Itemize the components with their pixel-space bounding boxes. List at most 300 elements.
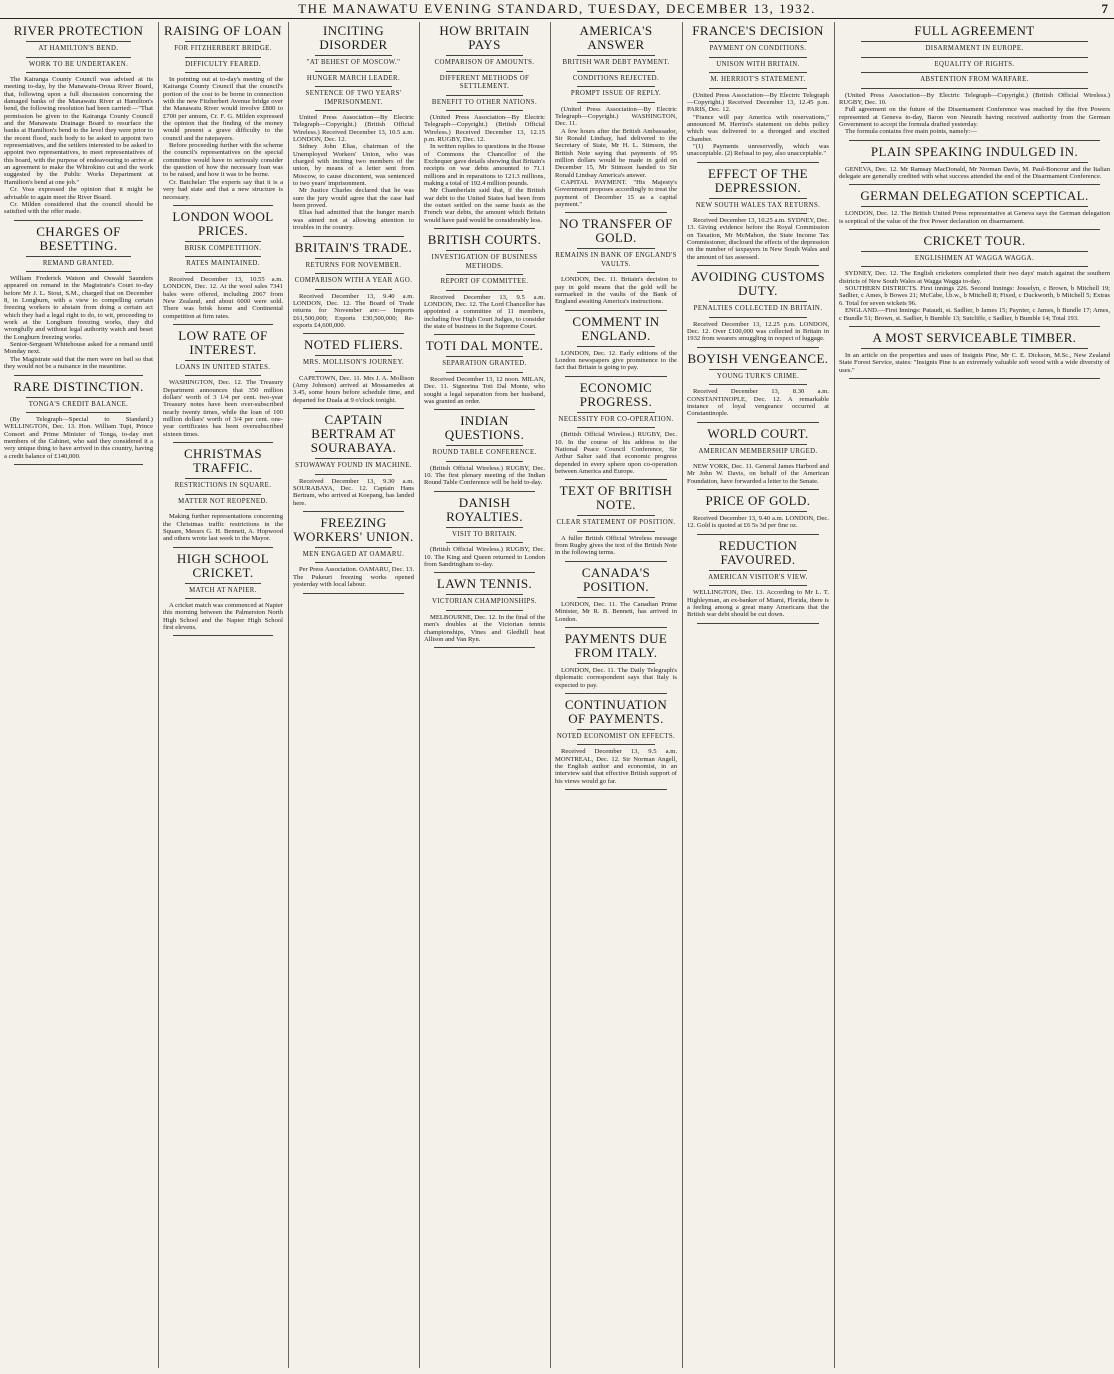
divider xyxy=(577,86,655,87)
divider xyxy=(315,86,392,87)
article xyxy=(839,189,1110,230)
article-end-rule xyxy=(697,489,819,490)
article-subheading: DIFFERENT METHODS OF SETTLEMENT. xyxy=(439,74,530,90)
article xyxy=(424,577,545,648)
article-paragraph: LONDON, Dec. 12. Early editions of the London newspapers give prominence to the fact that Britain is going to pay. xyxy=(555,349,677,372)
article-paragraph: In pointing out at to-day's meeting of the Kairanga County Council that the council's portion of the cost to be borne in connection with the new Fitzherbert Avenue bridge over the Manawatu River would involve £800 to £700 per annum, Cr. F. G. Milden expressed the opinion that the finding of the money would present a grave difficulty to the council and the ratepayers. xyxy=(163,76,283,142)
divider xyxy=(315,547,392,548)
article-subheading: DISARMAMENT IN EUROPE. xyxy=(925,45,1024,52)
divider xyxy=(185,272,261,273)
article-end-rule xyxy=(697,347,819,348)
article-subheading: ENGLISHMEN AT WAGGA WAGGA. xyxy=(914,254,1035,262)
article xyxy=(555,217,677,310)
divider xyxy=(185,509,261,510)
divider xyxy=(26,397,131,398)
article xyxy=(555,698,677,790)
article-end-rule xyxy=(434,572,535,573)
divider xyxy=(185,583,261,584)
article-end-rule xyxy=(565,789,667,790)
article-paragraph: Sidney John Elias, chairman of the Unemployed Workers' Union, who was charged with inciting two members of the union, by means of a letter sent from Moscow, to cause discontent, was sentenced to two years' imprisonment. xyxy=(293,143,414,188)
article-subheading: VISIT TO BRITAIN. xyxy=(452,530,517,538)
article-subheading: MATCH AT NAPIER. xyxy=(189,586,257,594)
divider xyxy=(315,562,392,563)
article-headline: NO TRANSFER OF GOLD. xyxy=(559,216,673,246)
divider xyxy=(446,372,523,373)
article-paragraph: Received December 13, 10.25 a.m. SYDNEY, Dec. 13. Giving evidence before the Royal Commission on Taxation, Mr McMahon, the State Income Tax Commissioner, disclosed the effects of the depression on the number of taxpayers in New South Wales and the amount of tax assessed. xyxy=(687,217,829,261)
article-headline: AVOIDING CUSTOMS DUTY. xyxy=(690,269,826,299)
article-subheading: NOTED ECONOMIST ON EFFECTS. xyxy=(556,732,676,740)
divider xyxy=(26,41,131,42)
article-headline: LAWN TENNIS. xyxy=(436,576,533,592)
article-end-rule xyxy=(697,623,819,624)
column-2 xyxy=(159,22,287,1368)
article-paragraph: WASHINGTON, Dec. 12. The Treasury Department announces that 350 million dollars' worth of 3 1/4 per cent. two-year Treasury notes have been over-subscribed nearly twenty times, while the loan of 100 million dollars' worth of 3/4 per cent. one-year certificates has been oversubscribed sixteen times. xyxy=(163,379,283,438)
article xyxy=(687,24,829,163)
divider xyxy=(861,348,1088,349)
article xyxy=(555,632,677,694)
divider xyxy=(26,256,131,257)
article xyxy=(424,414,545,492)
article xyxy=(555,484,677,562)
article-headline: AMERICA'S ANSWER xyxy=(579,23,653,52)
article-headline: CONTINUATION OF PAYMENTS. xyxy=(564,696,668,726)
column-1 xyxy=(0,22,157,1368)
column-3 xyxy=(289,22,418,1368)
article-end-rule xyxy=(565,627,667,628)
article-headline: GERMAN DELEGATION SCEPTICAL. xyxy=(860,188,1089,204)
article-headline: EFFECT OF THE DEPRESSION. xyxy=(707,165,809,195)
divider xyxy=(26,72,131,73)
article-paragraph: MELBOURNE, Dec. 12. In the final of the men's doubles at the Victorian tennis championships, Vines and Gledhill beat Allison and Van Ryn. xyxy=(424,613,545,643)
article-headline: CRICKET TOUR. xyxy=(923,232,1026,248)
article xyxy=(555,381,677,481)
article-subheading: WORK TO BE UNDERTAKEN. xyxy=(28,60,129,68)
divider xyxy=(446,290,523,291)
divider xyxy=(315,273,392,274)
article-paragraph: (British Official Wireless.) RUGBY, Dec. 10. The first plenary meeting of the Indian Round Table Conference will be held to-day. xyxy=(424,464,545,487)
divider xyxy=(861,162,1088,163)
divider xyxy=(577,729,655,730)
article-paragraph: Received December 13, 12 noon. MILAN, Dec. 11. Signorina Toti Dal Monte, who sought a legal separation from her husband, was granted an order. xyxy=(424,375,545,405)
divider xyxy=(185,360,261,361)
article xyxy=(163,210,283,325)
article-end-rule xyxy=(173,324,273,325)
divider xyxy=(315,110,392,111)
divider xyxy=(861,88,1088,89)
article xyxy=(687,167,829,267)
divider xyxy=(26,57,131,58)
article-paragraph: A few hours after the British Ambassador, Sir Ronald Lindsay, had delivered to the Secretary of State, Mr H. L. Stimson, the British Note saying that payments of 95 million dollars would be made in gold on December 15, Mr Stimson handed to Sir Ronald Lindsay America's answer. xyxy=(555,127,677,179)
article-subheading: SEPARATION GRANTED. xyxy=(442,360,527,368)
article-paragraph: The Kairanga County Council was advised at its meeting to-day, by the Manawatu-Oroua River Board, that, following upon a full discussion concerning the damaged banks of the Manawatu River at Hamilton's bend, the following resolution had been carried:—"That permission be given to the Kairanga County Council and the Manawatu Drainage Board to resurface the banks at Hamilton's bend to the level they were prior to the recent flood, such body to be asked to appoint two representatives, and the settlers interested to be asked to appoint two representatives, to meet representatives of this board, with the purpose of endeavouring to arrive at an agreement to make the Whirokino cut and the work suggested by the Public Works Department at Hamilton's bend at one job." xyxy=(4,76,153,186)
article-headline: DANISH ROYALTIES. xyxy=(446,494,523,524)
article-subheading: COMPARISON WITH A YEAR AGO. xyxy=(294,277,413,284)
divider xyxy=(709,570,807,571)
divider xyxy=(185,494,261,495)
article-subheading: REMAND GRANTED. xyxy=(42,259,115,267)
article-paragraph: CAPITAL PAYMENT. "His Majesty's Government proposes accordingly to treat the payment of December 15 as a capital payment." xyxy=(555,178,677,208)
article-headline: FRANCE'S DECISION xyxy=(692,23,824,38)
article-subheading: "AT BEHEST OF MOSCOW." xyxy=(306,59,401,66)
article-paragraph: Received December 13, 8.30 a.m. CONSTANTINOPLE, Dec. 12. A remarkable instance of loyal vengeance occurred at Constantinople. xyxy=(687,388,829,418)
article-headline: PLAIN SPEAKING INDULGED IN. xyxy=(870,143,1079,159)
article-subheading: PAYMENT ON CONDITIONS. xyxy=(709,45,807,52)
article-subheading: AT HAMILTON'S BEND. xyxy=(38,45,119,52)
article-headline: HIGH SCHOOL CRICKET. xyxy=(176,550,270,580)
article-subheading: CONDITIONS REJECTED. xyxy=(572,74,660,82)
article-paragraph: LONDON, Dec. 11. Britain's decision to pay in gold means that the gold will be earmarked in the vaults of the Bank of England awaiting America's instructions. xyxy=(555,276,677,306)
page-number: 7 xyxy=(1101,1,1108,16)
article-subheading: DIFFICULTY FEARED. xyxy=(185,60,261,68)
article-subheading: MRS. MOLLISON'S JOURNEY. xyxy=(303,359,404,367)
article-paragraph: Before proceeding further with the scheme the council's representatives on the special committee would have to seriously consider the question of how the necessary loan was to be raised, and how it was to be borne. xyxy=(163,142,283,179)
article xyxy=(687,539,829,624)
article-subheading: RESTRICTIONS IN SQUARE. xyxy=(174,482,272,490)
article-headline: FULL AGREEMENT xyxy=(914,23,1035,38)
divider xyxy=(315,371,392,372)
article xyxy=(555,24,677,213)
article-headline: BOYISH VENGEANCE. xyxy=(687,350,829,366)
article xyxy=(163,552,283,637)
article xyxy=(293,413,414,512)
divider xyxy=(446,542,523,543)
divider xyxy=(577,55,655,56)
article-subheading: ABSTENTION FROM WARFARE. xyxy=(920,76,1029,83)
masthead xyxy=(0,0,1114,19)
article xyxy=(687,270,829,348)
article-end-rule xyxy=(565,310,667,311)
article-paragraph: Cr. Milden considered that the council should be satisfied with the offer made. xyxy=(4,200,153,216)
masthead-title: THE MANAWATU EVENING STANDARD, TUESDAY, DECEMBER 13, 1932. xyxy=(298,1,816,16)
article-paragraph: "France will pay America with reservations," announced M. Herriot's statement on debts policy which was delivered to a thronged and excited Chamber. xyxy=(687,113,829,143)
article-headline: RARE DISTINCTION. xyxy=(13,378,144,394)
article-subheading: RETURNS FOR NOVEMBER. xyxy=(305,261,402,269)
divider xyxy=(446,110,523,111)
divider xyxy=(577,102,655,103)
article xyxy=(424,24,545,229)
article-subheading: FOR FITZHERBERT BRIDGE. xyxy=(174,45,272,52)
article-subheading: LOANS IN UNITED STATES. xyxy=(175,363,271,371)
article-subheading: VICTORIAN CHAMPIONSHIPS. xyxy=(431,598,538,606)
article-headline: INDIAN QUESTIONS. xyxy=(444,413,525,443)
article-end-rule xyxy=(565,561,667,562)
divider xyxy=(577,272,655,273)
article-end-rule xyxy=(434,228,535,229)
article-paragraph: (United Press Association—By Electric Telegraph—Copyright.) (British Official Wireless.) Received December 13, 12.15 p.m. RUGBY, Dec. 12. xyxy=(424,114,545,144)
divider xyxy=(861,206,1088,207)
article-paragraph: The Magistrate said that the men were on bail so that they would not be a nuisance in the meantime. xyxy=(4,355,153,371)
article-headline: PAYMENTS DUE FROM ITALY. xyxy=(564,630,668,660)
divider xyxy=(185,375,261,376)
article-paragraph: A fuller British Official Wireless message from Rugby gives the text of the British Note in the following terms. xyxy=(555,534,677,557)
article-paragraph: ENGLAND.—First Innings: Pataudi, st. Sadlier, b James 15; Paynter, c James, b Bundle 17; Ames, c Bundle 51; Brown, st. Sadlier, b Bumble 13; Sutcliffe, c Sadlier, b Bumble 14; Total 193. xyxy=(839,307,1110,322)
article-headline: A MOST SERVICEABLE TIMBER. xyxy=(872,329,1077,345)
article-subheading: ROUND TABLE CONFERENCE. xyxy=(432,449,537,457)
article-paragraph: Elias had admitted that the hunger march was aimed not at allowing attention to troubles in the country. xyxy=(293,209,414,232)
article xyxy=(424,233,545,335)
article-paragraph: (United Press Association—By Electric Telegraph—Copyright.) (British Official Wireless.) RUGBY, Dec. 10. xyxy=(839,91,1110,106)
divider xyxy=(446,95,523,96)
divider xyxy=(446,527,523,528)
article-end-rule xyxy=(173,205,273,206)
divider xyxy=(185,72,261,73)
article-paragraph: LONDON, Dec. 12. The British United Press representative at Geneva says the German delegation is sceptical of the value of the five Power declaration on disarmament. xyxy=(839,210,1110,225)
article-headline: LONDON WOOL PRICES. xyxy=(172,208,274,238)
article-paragraph: WELLINGTON, Dec. 13. According to Mr L. T. Highleyman, an ex-banker of Miami, Florida, there is a feeling among a great many Americans that the British war debt should be cut down. xyxy=(687,589,829,619)
divider xyxy=(709,41,807,42)
article-paragraph: Mr Justice Charles declared that he was sure the jury would agree that the case had been proved. xyxy=(293,187,414,210)
article-end-rule xyxy=(14,220,143,221)
divider xyxy=(709,444,807,445)
article-headline: WORLD COURT. xyxy=(707,425,809,441)
divider xyxy=(446,610,523,611)
divider xyxy=(709,369,807,370)
article-headline: CAPTAIN BERTRAM AT SOURABAYA. xyxy=(310,412,397,456)
article xyxy=(424,496,545,574)
article-end-rule xyxy=(173,442,273,443)
article-subheading: REPORT OF COMMITTEE. xyxy=(440,278,529,286)
article-paragraph: In written replies to questions in the House of Commons the Chancellor of the Exchequer gave details showing that Britain's receipts on war debts amounted to 71.1 millions and in reparations to 121.3 millions, making a total of 192.4 million pounds. xyxy=(424,143,545,188)
divider xyxy=(577,531,655,532)
article xyxy=(293,24,414,237)
article-headline: RIVER PROTECTION xyxy=(13,23,144,38)
article-paragraph: United Press Association—By Electric Telegraph—Copyright.) (British Official Wireless.) Received December 13, 10.5 a.m. LONDON, Dec. 12. xyxy=(293,114,414,144)
article-headline: INCITING DISORDER xyxy=(319,23,388,52)
divider xyxy=(446,55,523,56)
article-paragraph: LONDON, Dec. 11. The Canadian Prime Minister, Mr R. B. Bennett, has arrived in London. xyxy=(555,600,677,623)
article-paragraph: Received December 13, 9.40 a.m. LONDON, Dec. 12. Gold is quoted at £6 5s 3d per fine oz. xyxy=(687,515,829,530)
divider xyxy=(315,474,392,475)
article-paragraph: William Frederick Watson and Oswald Saunders appeared on remand in the Magistrate's Court to-day before Mr J. L. Stout, S.M., charged that on December 8, in Longburn, with a view to compelling certain freezing workers to abstain from doing a certain act which they had a legal right to do, to wit, proceeding to work at the Longburn freezing works, they did wrongfully and without legal authority watch and beset the Longburn freezing works. xyxy=(4,275,153,341)
article-paragraph: GENEVA, Dec. 12. Mr Ramsay MacDonald, Mr Norman Davis, M. Paul-Boncour and the Italian delegate are generally credited with what success attended the end of the Disarmament Conference. xyxy=(839,165,1110,180)
divider xyxy=(709,511,807,512)
divider xyxy=(315,289,392,290)
article-end-rule xyxy=(849,378,1100,379)
article-paragraph: Received December 13, 9.5 a.m. LONDON, Dec. 12. The Lord Chancellor has appointed a committee of 11 members, including five High Court Judges, to consider the state of business in the Supreme Court. xyxy=(424,293,545,331)
article-paragraph: Full agreement on the future of the Disarmament Conference was reached by the five Powers represented at Geneva to-day, Baron von Neurath having received authority from the German Government to accept the formula drafted yesterday. xyxy=(839,106,1110,128)
article-paragraph: Received December 13, 9.30 a.m. SOURABAYA, Dec. 12. Captain Hans Bertram, who arrived at Koepang, has landed here. xyxy=(293,477,414,507)
divider xyxy=(709,57,807,58)
article-end-rule xyxy=(849,184,1100,185)
article-subheading: RATES MAINTAINED. xyxy=(186,260,260,268)
article-paragraph: CAPETOWN, Dec. 11. Mrs J. A. Mollison (Amy Johnson) arrived at Mossamedes at 3.45, some hours before schedule time, and departed for Duala at 9 o'clock tonight. xyxy=(293,374,414,404)
article-end-rule xyxy=(697,422,819,423)
divider xyxy=(577,346,655,347)
article xyxy=(839,234,1110,327)
article-paragraph: Mr Chamberlain said that, if the British war debt to the United States had been from the outset settled on the same basis as the French war debts, the amount which Britain would have paid would be considerably less. xyxy=(424,187,545,224)
article-subheading: TONGA'S CREDIT BALANCE. xyxy=(28,400,129,408)
divider xyxy=(577,663,655,664)
divider xyxy=(446,445,523,446)
article-end-rule xyxy=(173,635,273,636)
article-paragraph: In an article on the properties and uses of Insignis Pine, Mr C. E. Dickson, M.Sc., New Zealand State Forest Service, states: "Insignis Pine is an extremely valuable soft wood with a wide diversity of uses." xyxy=(839,351,1110,374)
article-subheading: COMPARISON OF AMOUNTS. xyxy=(434,59,535,66)
article-subheading: PENALTIES COLLECTED IN BRITAIN. xyxy=(693,305,823,313)
divider xyxy=(26,271,131,272)
divider xyxy=(315,258,392,259)
article-paragraph: SYDNEY, Dec. 12. The English cricketers completed their two days' match against the southern districts of New South Wales at Wagga Wagga to-day. xyxy=(839,270,1110,285)
article xyxy=(4,225,153,376)
column-5 xyxy=(551,22,681,1368)
article xyxy=(293,516,414,594)
divider xyxy=(577,515,655,516)
divider xyxy=(446,356,523,357)
article-paragraph: (United Press Association—By Electric Telegraph—Copyright.) WASHINGTON, Dec. 11. xyxy=(555,105,677,128)
article-subheading: YOUNG TURK'S CRIME. xyxy=(716,372,800,380)
divider xyxy=(577,71,655,72)
article-subheading: MEN ENGAGED AT OAMARU. xyxy=(302,550,405,558)
article xyxy=(839,331,1110,379)
divider xyxy=(185,41,261,42)
article-subheading: HUNGER MARCH LEADER. xyxy=(306,74,401,82)
divider xyxy=(185,478,261,479)
article-paragraph: (United Press Association—By Electric Telegraph—Copyright.) Received December 13, 12.45 p.m. PARIS, Dec. 12. xyxy=(687,91,829,114)
article-subheading: REMAINS IN BANK OF ENGLAND'S VAULTS. xyxy=(555,252,677,268)
article-subheading: PROMPT ISSUE OF REPLY. xyxy=(570,90,662,97)
column-4 xyxy=(420,22,549,1368)
article xyxy=(687,427,829,491)
article-headline: CANADA'S POSITION. xyxy=(581,564,651,594)
article-paragraph: A cricket match was commenced at Napier this morning between the Palmerston North High School and the Napier High School first elevens. xyxy=(163,602,283,632)
article-end-rule xyxy=(173,547,273,548)
article-subheading: AMERICAN MEMBERSHIP URGED. xyxy=(698,447,818,455)
article xyxy=(555,315,677,377)
divider xyxy=(577,744,655,745)
divider xyxy=(861,72,1088,73)
article-paragraph: Received December 13, 9.5 a.m. MONTREAL, Dec. 12. Sir Norman Angell, the English author and economist, in an interview said that effective British support of his views would go far. xyxy=(555,748,677,785)
article-end-rule xyxy=(849,229,1100,230)
article-headline: CHRISTMAS TRAFFIC. xyxy=(183,446,262,476)
article-subheading: CLEAR STATEMENT OF POSITION. xyxy=(556,519,676,527)
article-subheading: BENEFIT TO OTHER NATIONS. xyxy=(431,98,538,106)
divider xyxy=(446,71,523,72)
divider xyxy=(315,71,392,72)
article-end-rule xyxy=(697,534,819,535)
article-paragraph: Received December 13, 10.55 a.m. LONDON, Dec. 12. At the wool sales 7341 bales were offered, including 2067 from New Zealand, and about 6000 were sold. There was brisk home and Continental competition at firm rates. xyxy=(163,275,283,320)
article xyxy=(687,352,829,423)
article xyxy=(4,380,153,466)
divider xyxy=(577,412,655,413)
article-subheading: BRITISH WAR DEBT PAYMENT. xyxy=(562,59,670,66)
article-end-rule xyxy=(849,326,1100,327)
divider xyxy=(446,250,523,251)
article-subheading: SENTENCE OF TWO YEARS' IMPRISONMENT. xyxy=(305,90,402,106)
article-headline: PRICE OF GOLD. xyxy=(705,493,811,509)
divider xyxy=(709,88,807,89)
article-end-rule xyxy=(849,140,1100,141)
article-end-rule xyxy=(697,265,819,266)
divider xyxy=(709,213,807,214)
divider xyxy=(185,57,261,58)
article-end-rule xyxy=(14,464,143,465)
divider xyxy=(315,458,392,459)
article-end-rule xyxy=(14,375,143,376)
article-subheading: UNISON WITH BRITAIN. xyxy=(716,60,800,68)
article-end-rule xyxy=(303,511,404,512)
article xyxy=(839,145,1110,186)
article-subheading: MATTER NOT REOPENED. xyxy=(178,497,268,505)
divider xyxy=(709,317,807,318)
article-headline: BRITISH COURTS. xyxy=(427,232,542,248)
divider xyxy=(861,251,1088,252)
article-end-rule xyxy=(434,409,535,410)
article-paragraph: (British Official Wireless.) RUGBY, Dec. 10. In the course of his address to the National Peace Council Conference, Sir Arthur Salter said that economic progress depended in every sphere upon co-operation between America and Europe. xyxy=(555,431,677,475)
article-headline: REDUCTION FAVOURED. xyxy=(718,537,798,567)
article-paragraph: (British Official Wireless.) RUGBY, Dec. 10. The King and Queen returned to London from Sandringham to-day. xyxy=(424,546,545,568)
article xyxy=(687,494,829,535)
divider xyxy=(185,241,261,242)
divider xyxy=(861,266,1088,267)
article-paragraph: The formula contains five main points, namely:— xyxy=(845,128,978,136)
article-paragraph: Received December 13, 9.40 a.m. LONDON, Dec. 12. The Board of Trade returns for November are:— Imports £61,500,000; Exports £30,500,000; Re-exports £4,600,000. xyxy=(293,292,414,329)
article-paragraph: Making further representations concerning the Christmas traffic restrictions in the Square, Messrs G. H. Bennett, A. Hopwood and others wrote last week to the Mayor. xyxy=(163,513,283,543)
article-end-rule xyxy=(303,593,404,594)
article-end-rule xyxy=(565,376,667,377)
article-end-rule xyxy=(434,334,535,335)
article xyxy=(424,339,545,410)
article-headline: TOTI DAL MONTE. xyxy=(425,338,544,354)
article-subheading: BRISK COMPETITION. xyxy=(184,244,262,252)
divider xyxy=(709,72,807,73)
divider xyxy=(185,598,261,599)
divider xyxy=(315,55,392,56)
article-end-rule xyxy=(565,693,667,694)
article-paragraph: (By Telegraph—Special to Standard.) WELLINGTON, Dec. 13. Hon. William Tupi, Prince Consort and Prime Minister of Tonga, to-day met members of the Cabinet, who said they considered it a very unique thing to have arrived in this country, having a credit balance of £140,000. xyxy=(4,416,153,460)
article-end-rule xyxy=(565,212,667,213)
article-paragraph: Cr. Voss expressed the opinion that it might be advisable to again meet the River Board. xyxy=(4,186,153,201)
article-subheading: STOWAWAY FOUND IN MACHINE. xyxy=(295,462,412,470)
article-headline: CHARGES OF BESETTING. xyxy=(36,223,121,253)
article xyxy=(163,329,283,443)
article-paragraph: Cr. Batchelar: The experts say that it is a very bad state and that a new structure is necessary. xyxy=(163,178,283,201)
article xyxy=(4,24,153,221)
article-subheading: AMERICAN VISITOR'S VIEW. xyxy=(708,573,808,581)
divider xyxy=(577,597,655,598)
divider xyxy=(861,57,1088,58)
column-7 xyxy=(835,22,1114,1368)
article-paragraph: SOUTHERN DISTRICTS. First innings 226. Second Innings: Josselyn, c Brown, b Mitchell 19; Sadlier, c Ames, b Bowes 21; McCabe, l.b.w., b Mitchell 8; Fixed, c Duckworth, b Mitchell 5; Extras 6. Total for seven wickets 96. xyxy=(839,285,1110,307)
divider xyxy=(861,41,1088,42)
article-headline: HOW BRITAIN PAYS xyxy=(439,23,530,52)
divider xyxy=(709,459,807,460)
divider xyxy=(185,256,261,257)
article-end-rule xyxy=(434,491,535,492)
article-subheading: INVESTIGATION OF BUSINESS METHODS. xyxy=(431,254,538,270)
divider xyxy=(709,198,807,199)
divider xyxy=(577,427,655,428)
article-paragraph: "(1) Payments unreservedly, which was unacceptable. (2) Refusal to pay, also unacceptable." xyxy=(687,142,829,158)
article-paragraph: Per Press Association. OAMARU, Dec. 13. The Pukeuri freezing works opened yesterday with local labour. xyxy=(293,566,414,589)
article xyxy=(555,566,677,628)
article-paragraph: NEW YORK, Dec. 11. General James Harbord and Mr John W. Davis, on behalf of the American Foundation, have forwarded a letter to the Senate. xyxy=(687,463,829,485)
article-subheading: EQUALITY OF RIGHTS. xyxy=(934,60,1015,68)
article-end-rule xyxy=(303,408,404,409)
divider xyxy=(577,248,655,249)
article-paragraph: Received December 13, 12.25 p.m. LONDON, Dec. 12. Over £100,000 was collected in Britain in 1932 from wearers smuggling in respect of luggage. xyxy=(687,320,829,343)
article-end-rule xyxy=(303,236,404,237)
divider xyxy=(315,355,392,356)
divider xyxy=(26,412,131,413)
article-subheading: NECESSITY FOR CO-OPERATION. xyxy=(558,415,674,423)
article-headline: FREEZING WORKERS' UNION. xyxy=(293,514,414,544)
article-end-rule xyxy=(434,647,535,648)
article-paragraph: LONDON, Dec. 11. The Daily Telegraph's diplomatic correspondent says that Italy is expected to pay. xyxy=(555,666,677,689)
article-end-rule xyxy=(303,333,404,334)
article-end-rule xyxy=(697,162,819,163)
divider xyxy=(709,585,807,586)
article xyxy=(293,338,414,409)
article-headline: BRITAIN'S TRADE. xyxy=(294,239,413,255)
